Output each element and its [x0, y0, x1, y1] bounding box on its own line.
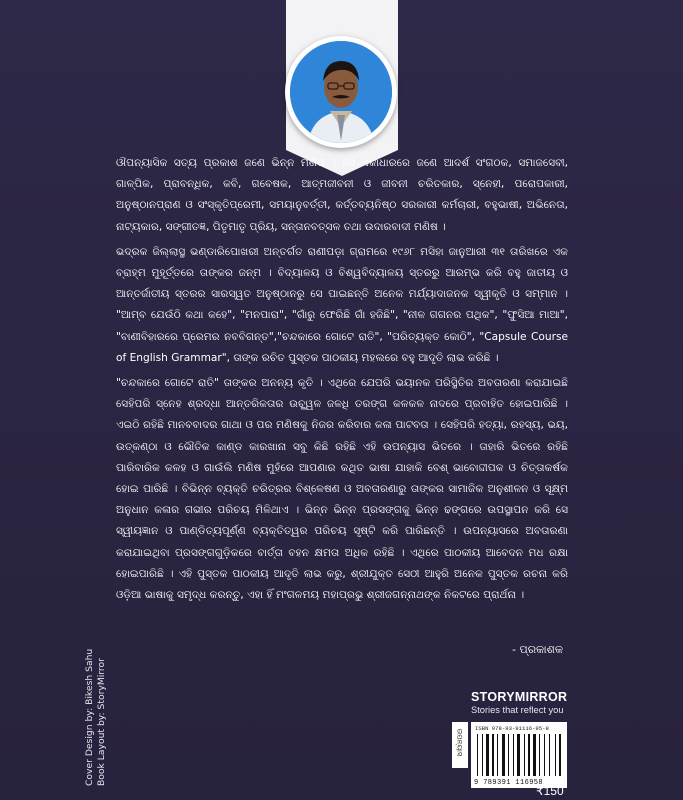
credit-book-layout: Book Layout by: StoryMirror — [96, 658, 107, 786]
credits — [84, 649, 108, 786]
paragraph-author-intro: ଔପନ୍ୟାସିକ ସତ୍ୟ ପ୍ରକାଶ ଜଣେ ଭିନ୍ନ ମଣିଷ । ସେ ଏକାଧାରରେ ଜଣେ ଆଦର୍ଶ ସଂଗଠକ, ସମାଜସେବୀ, ଗାଳ୍ପିକ, ପ୍ରାବନ୍ଧିକ, କବି, ଗବେଷକ, ଆତ୍ମଜୀବନୀ ଓ ଜୀବନୀ ଚରିତକାର, ସ୍ନେହୀ, ପରୋପକାରୀ, ଅନୁଷ୍ଠାନପ୍ରାଣ ଓ ସଂସ୍କୃତିପ୍ରେମୀ, ସମୟାନୁବର୍ତ୍ତୀ, କର୍ତ୍ତବ୍ୟନିଷ୍ଠ ସରକାରୀ କର୍ମଚାରୀ, ବହୁଭାଷୀ, ଅଭିନେତା, ନାଟ୍ୟକାର, ସଙ୍ଗୀତଜ୍ଞ, ପିତୃମାତୃ ପ୍ରିୟ, ସନ୍ତାନବତ୍ସଳ ତଥା ଉଦାରବାଦୀ ମଣିଷ । — [116, 157, 568, 233]
paragraph-author-bio: ଭଦ୍ରକ ଜିଲ୍ଲାସ୍ଥ ଭଣ୍ଡାରିପୋଖରୀ ଅନ୍ତର୍ଗତ ରାଣୀପଡ଼ା ଗ୍ରାମରେ ୧୯୬୮ ମସିହା ଜାନୁଆରୀ ୩୧ ତାରିଖରେ ଏକ ବ୍ରାହ୍ମ ମୁହୂର୍ତ୍ତରେ ତାଙ୍କର ଜନ୍ମ । ବିଦ୍ୟାଳୟ ଓ ବିଶ୍ୱବିଦ୍ୟାଳୟ ସ୍ତରରୁ ଆରମ୍ଭ କରି ବହୁ ଜାତୀୟ ଓ ଆନ୍ତର୍ଜାତୀୟ ସ୍ତରର ସାରସ୍ୱତ ଅନୁଷ୍ଠାନରୁ ସେ ପାଇଛନ୍ତି ଅନେକ ମର୍ଯ୍ୟାଦାଜନକ ସ୍ୱୀକୃତି ଓ ସମ୍ମାନ । "ଆମ୍ବ ଯେଉଁଠି କଥା କହେ", "ମନପାରା", "ଗାଁରୁ ଫେରିଛି ଗାଁ ହଜିଛି", "ନୀଳ ଗଗନର ପଥିକ", "ଫୁସିଆ ମାଆ", "ବାଣୀବିହାରରେ ପ୍ରେମର ନବବିଗନ୍ତ","ଚନ୍ଦକାରେ ଗୋଟେ ରାତି", "ପରିତ୍ୟକ୍ତ କୋଠି", "Capsule Course of English Grammar", ତାଙ୍କ ରଚିତ ପୁସ୍ତକ ପାଠକୀୟ ମହଲରେ ବହୁ ଆଦୃତି ଲାଭ କରିଛି । — [116, 245, 568, 364]
paragraph-book-summary: "ଚନ୍ଦକାରେ ଗୋଟେ ରାତି" ତାଙ୍କର ଅନନ୍ୟ କୃତି । ଏଥିରେ ଯେପରି ଭୟାନକ ପରିସ୍ଥିତିର ଅବତାରଣା କରାଯାଇଛି ସେହିପରି ସ୍ନେହ ଶ୍ରଦ୍ଧା ଆନ୍ତରିକତାର ଉଚ୍ଛ୍ୱଳ ଜଳଧି ତରଙ୍ଗ କଳକଳ ନାଦରେ ପ୍ରବାହିତ ହୋଇପାରିଛି । ଏଇଠି ରହିଛି ମାନବବାଦର ଗାଥା ଓ ପର ମଣିଷକୁ ନିଜର କରିବାର କଳା ପାଟବତା । ସେହିପରି ହତ୍ୟା, ରହସ୍ୟ, ଭୟ, ଉତ୍କଣ୍ଠା ଓ ଭୌତିକ କାଣ୍ଡ କାରଖାନା ସବୁ କିଛି ରହିଛି ଏହି ଉପନ୍ୟାସ ଭିତରେ । ତାହାରି ଭିତରେ ରହିଛି ପାରିବାରିକ କଳହ ଓ ଗାଉଁଲି ମଣିଷ ମୁହଁରେ ଆପଣାର କଥିତ ଭାଷା ଯାହାକି ବେଶ୍ ଭାବୋଦ୍ଦୀପକ ଓ ଚିତ୍ତାକର୍ଷକ ହୋଇ ପାରିଛି । ବିଭିନ୍ନ ବ୍ୟକ୍ତି ଚରିତ୍ରର ବିଶ୍ଳେଷଣ ଓ ଅବତାରଣାରୁ ତାଙ୍କର ସାମାଜିକ ଅନୁଶୀଳନ ଓ ସୂକ୍ଷ୍ମ ଅନୁଧାନ କଳାର ଗଭୀର ପରିଚୟ ମିଳିଥାଏ । ଭିନ୍ନ ଭିନ୍ନ ପ୍ରସଙ୍ଗକୁ ଭିନ୍ନ ଢଙ୍ଗରେ ଉପସ୍ଥାପନ କରି ସେ ସ୍ୱୀୟଜ୍ଞାନ ଓ ପାଣ୍ଡିତ୍ୟପୂର୍ଣ୍ଣ ବ୍ୟକ୍ତିତ୍ୱର ପରିଚୟ ସୃଷ୍ଟି କରି ପାରିଛନ୍ତି । ଉପନ୍ୟାସରେ ଅବତାରଣା କରାଯାଇଥିବା ପ୍ରସଙ୍ଗଗୁଡ଼ିକରେ ବାର୍ତ୍ତା ବହନ କ୍ଷମତା ଅଧିକ ରହିଛି । ଏଥିରେ ପାଠକୀୟ ଆବେଦନ ମଧ ରକ୍ଷା ହୋଇପାରିଛି । ଏହି ପୁସ୍ତକ ପାଠକୀୟ ଆଦୃତି ଲାଭ କରୁ, ଶ୍ରୀଯୁକ୍ତ ସେଠୀ ଆହୁରି ଅନେକ ପୁସ୍ତକ ରଚନା କରି ଓଡ଼ିଆ ଭାଷାକୁ ସମୃଦ୍ଧ କରନ୍ତୁ, ଏହା ହିଁ ମଂଗଳମୟ ମହାପ୍ରଭୁ ଶ୍ରୀଜଗନ୍ନାଥଙ୍କ ନିକଟରେ ପ୍ରାର୍ଥନା । — [116, 377, 568, 602]
barcode-bars-icon — [477, 734, 561, 776]
price: ₹150 — [536, 784, 564, 798]
barcode — [471, 722, 567, 788]
publisher-signature: - ପ୍ରକାଶକ — [512, 643, 563, 656]
brand-name: STORYMIRROR — [471, 690, 568, 704]
publisher-brand — [471, 690, 581, 715]
synopsis-text — [116, 153, 568, 610]
author-photo-frame — [285, 36, 397, 148]
barcode-number: 9 789391 116958 — [474, 779, 544, 787]
category-label: ଉପନ୍ୟାସ — [455, 728, 464, 757]
author-portrait-icon — [290, 41, 392, 143]
credit-cover-design: Cover Design by: Bikesh Sahu — [84, 648, 95, 786]
brand-tagline: Stories that reflect you — [471, 705, 564, 715]
isbn-text: ISBN 978-93-91116-95-8 — [475, 725, 549, 732]
category-tag — [452, 722, 468, 768]
